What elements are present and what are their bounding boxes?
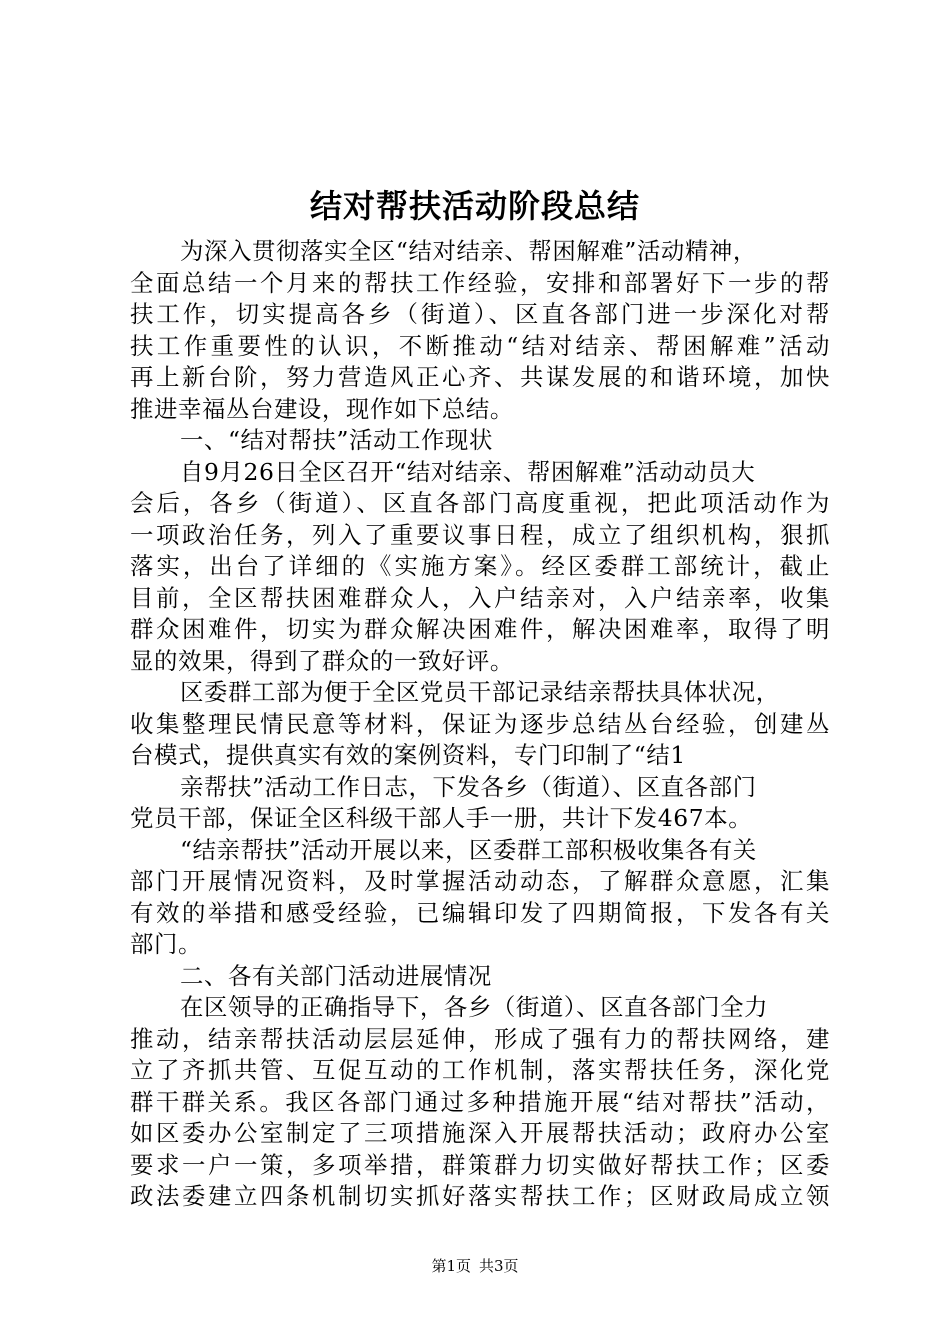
page-footer — [0, 1256, 950, 1276]
text-line: “结亲帮扶”活动开展以来，区委群工部积极收集各有关 — [180, 835, 757, 864]
text-line: 为深入贯彻落实全区“结对结亲、帮困解难”活动精神， — [180, 237, 757, 265]
text-line: 立了齐抓共管、互促互动的工作机制，落实帮扶任务，深化党 — [130, 1056, 830, 1084]
text-line: 收集整理民情民意等材料，保证为逐步总结丛台经验，创建丛 — [130, 709, 830, 738]
section-heading-1: 一、“结对帮扶”活动工作现状 — [180, 426, 494, 454]
text-line: 全面总结一个月来的帮扶工作经验，安排和部署好下一步的帮 — [130, 268, 830, 297]
text-line: 显的效果，得到了群众的一致好评。 — [130, 646, 514, 675]
text-line: 亲帮扶”活动工作日志，下发各乡（街道）、区直各部门 — [180, 772, 757, 801]
section-heading-2: 二、各有关部门活动进展情况 — [180, 961, 492, 990]
text-line: 群众困难件，切实为群众解决困难件，解决困难率，取得了明 — [130, 615, 830, 643]
text-line: 扶工作重要性的认识，不断推动“结对结亲、帮困解难”活动 — [130, 331, 830, 360]
text-line: 群干群关系。我区各部门通过多种措施开展“结对帮扶”活动， — [130, 1087, 830, 1116]
text-line: 落实，出台了详细的《实施方案》。经区委群工部统计，截止 — [130, 552, 830, 580]
text-line: 会后，各乡（街道）、区直各部门高度重视，把此项活动作为 — [130, 489, 830, 517]
text-line: 在区领导的正确指导下，各乡（街道）、区直各部门全力 — [180, 993, 769, 1021]
text-line: 推动，结亲帮扶活动层层延伸，形成了强有力的帮扶网络，建 — [130, 1024, 830, 1053]
text-line: 区委群工部为便于全区党员干部记录结亲帮扶具体状况， — [180, 678, 780, 706]
text-line: 要求一户一策，多项举措，群策群力切实做好帮扶工作；区委 — [130, 1150, 830, 1179]
text-line: 有效的举措和感受经验，已编辑印发了四期简报，下发各有关 — [130, 898, 830, 927]
text-line: 政法委建立四条机制切实抓好落实帮扶工作；区财政局成立领 — [130, 1182, 830, 1210]
text-line: 扶工作，切实提高各乡（街道）、区直各部门进一步深化对帮 — [130, 300, 830, 328]
text-line: 自9月26日全区召开“结对结亲、帮困解难”活动动员大 — [180, 457, 756, 486]
page-number: 第1页 — [431, 1257, 471, 1275]
document-body — [130, 236, 830, 1213]
text-line: 台模式，提供真实有效的案例资料，专门印制了“结1 — [130, 741, 686, 769]
text-line: 部门。 — [130, 930, 202, 958]
text-line: 目前，全区帮扶困难群众人，入户结亲对，入户结亲率，收集 — [130, 583, 830, 612]
document-title: 结对帮扶活动阶段总结 — [309, 187, 640, 225]
text-line: 再上新台阶，努力营造风正心齐、共谋发展的和谐环境，加快 — [130, 363, 830, 391]
text-line: 部门开展情况资料，及时掌握活动动态，了解群众意愿，汇集 — [130, 867, 830, 895]
text-line: 一项政治任务，列入了重要议事日程，成立了组织机构，狠抓 — [130, 520, 830, 549]
page-total: 共3页 — [479, 1257, 519, 1275]
text-line: 推进幸福丛台建设，现作如下总结。 — [130, 394, 514, 423]
text-line: 如区委办公室制定了三项措施深入开展帮扶活动；政府办公室 — [130, 1119, 830, 1147]
text-line: 党员干部，保证全区科级干部人手一册，共计下发467本。 — [130, 804, 753, 832]
